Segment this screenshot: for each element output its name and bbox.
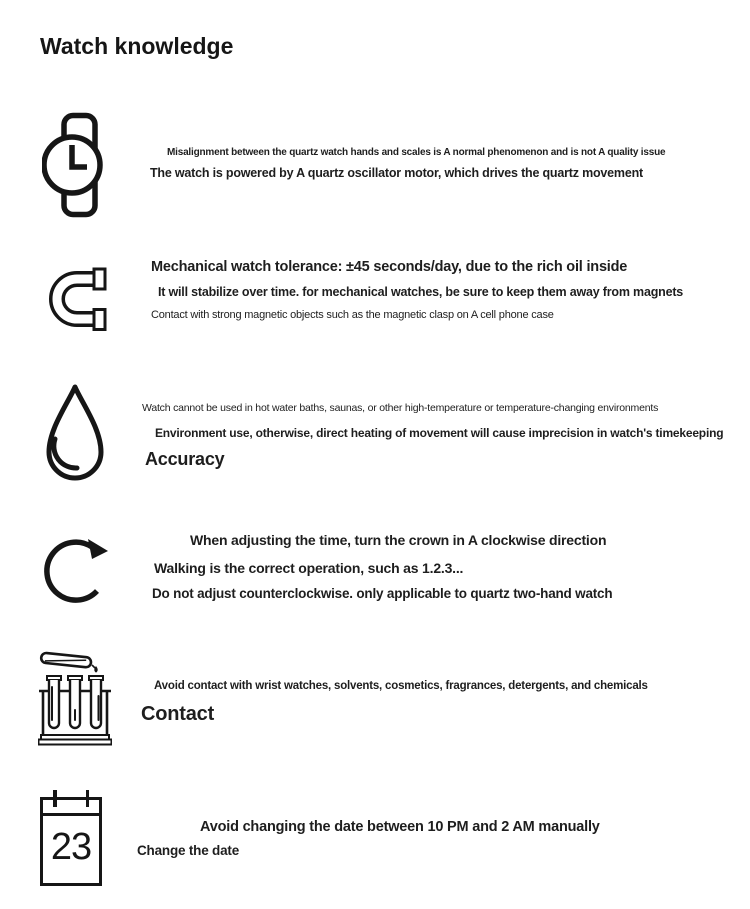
clockwise-instruction-text: When adjusting the time, turn the crown in A clockwise direction (190, 532, 607, 548)
page-title: Watch knowledge (40, 33, 234, 59)
wristwatch-icon (42, 112, 104, 218)
test-tubes-icon (38, 650, 112, 746)
water-drop-icon (42, 383, 108, 487)
walking-operation-text: Walking is the correct operation, such as 1.2.3... (154, 560, 464, 576)
calendar-ring-left-icon (53, 790, 57, 807)
hot-water-warning-note: Watch cannot be used in hot water baths, saunas, or other high-temperature or temperature-changing environments (142, 402, 659, 414)
magnet-icon (48, 266, 108, 332)
clockwise-arrow-icon (40, 527, 112, 612)
temperature-warning-text: Environment use, otherwise, direct heating of movement will cause imprecision in watch's timekeeping (155, 426, 724, 440)
chemical-warning-text: Avoid contact with wrist watches, solvents, cosmetics, fragrances, detergents, and chemicals (154, 680, 648, 692)
contact-heading: Contact (141, 703, 215, 725)
quartz-movement-text: The watch is powered by A quartz oscillator motor, which drives the quartz movement (150, 166, 643, 180)
accuracy-heading: Accuracy (145, 449, 225, 469)
magnet-contact-note: Contact with strong magnetic objects such as the magnetic clasp on A cell phone case (151, 309, 554, 321)
calendar-icon (40, 797, 102, 886)
magnet-warning-text: It will stabilize over time. for mechanical watches, be sure to keep them away from magnets (158, 285, 684, 299)
calendar-ring-right-icon (86, 790, 90, 807)
calendar-header (43, 800, 99, 816)
counterclockwise-warning-text: Do not adjust counterclockwise. only applicable to quartz two-hand watch (152, 586, 613, 601)
tolerance-headline: Mechanical watch tolerance: ±45 seconds/day, due to the rich oil inside (151, 259, 628, 275)
date-change-warning-text: Avoid changing the date between 10 PM and 2 AM manually (200, 819, 600, 835)
change-date-heading: Change the date (137, 843, 240, 858)
quartz-misalignment-note: Misalignment between the quartz watch hands and scales is A normal phenomenon and is not A quality issue (167, 147, 666, 158)
calendar-day: 23 (50, 826, 92, 868)
